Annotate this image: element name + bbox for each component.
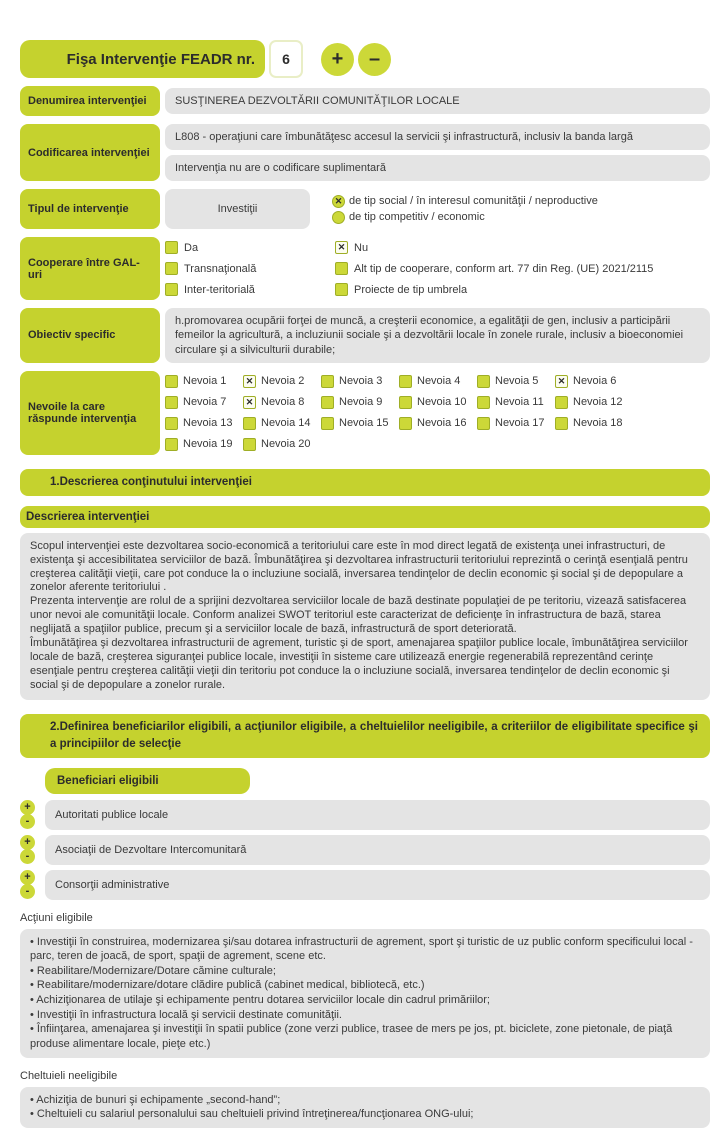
checkbox-icon[interactable] [399,396,412,409]
tipul-value-field[interactable]: Investiţii [165,189,310,229]
remove-intervention-button[interactable]: – [358,43,391,76]
checkbox-icon[interactable] [243,417,256,430]
row-tipul [20,189,710,229]
nevoia-option-label: Nevoia 12 [573,396,623,409]
form-title-bar [20,40,710,78]
cooperare-column-2 [335,237,710,300]
check-mark-icon: ✕ [337,242,346,252]
checkbox-icon[interactable] [477,375,490,388]
tipul-option-label: de tip competitiv / economic [349,211,485,223]
tipul-option-2 [332,211,598,224]
cooperare-checkbox-group [165,237,710,300]
beneficiari-list [20,800,710,900]
nevoia-option-label: Nevoia 11 [495,396,544,409]
nevoia-option-label: Nevoia 19 [183,438,233,451]
check-mark-icon: ✕ [245,396,254,407]
nevoia-option-label: Nevoia 6 [573,375,617,388]
nevoia-option-label: Nevoia 2 [261,375,305,388]
nevoi-checkbox-grid [165,371,710,455]
checkbox-icon[interactable] [477,396,490,409]
row-denumirea [20,86,710,116]
descrierea-subheader: Descrierea intervenţiei [20,506,710,528]
descrierea-text-field[interactable] [20,533,710,701]
checkbox-icon[interactable] [555,396,568,409]
beneficiar-row-controls [20,835,45,864]
check-mark-icon: ✕ [245,375,254,386]
add-row-button[interactable]: + [20,835,35,850]
checkbox-icon[interactable] [399,375,412,388]
cooperare-option-label: Inter-teritorială [184,283,255,296]
beneficiari-title: Beneficiari eligibili [45,768,250,794]
checkbox-icon[interactable] [321,396,334,409]
cooperare-option [165,237,335,258]
beneficiar-row-controls [20,870,45,899]
checkbox-icon[interactable] [243,438,256,451]
nevoia-option-label: Nevoia 16 [417,417,467,430]
nevoia-option [477,392,555,413]
checkbox-icon[interactable] [165,241,178,254]
checkbox-icon[interactable] [335,262,348,275]
nevoia-option-label: Nevoia 5 [495,375,539,388]
nevoia-option [555,371,633,392]
row-cooperare [20,237,710,300]
checkbox-icon[interactable] [555,417,568,430]
cooperare-column-1 [165,237,335,300]
remove-row-button[interactable]: - [20,849,35,864]
cooperare-option-label: Da [184,241,199,254]
nevoia-option [321,413,399,434]
nevoia-option [165,413,243,434]
nevoia-option [477,413,555,434]
checkbox-icon[interactable] [321,375,334,388]
denumirea-value-field[interactable]: SUSŢINEREA DEZVOLTĂRII COMUNITĂŢILOR LOCALE [165,88,710,114]
nevoia-option [243,371,321,392]
tipul-label: Tipul de intervenţie [20,189,160,229]
checkbox-icon[interactable] [477,417,490,430]
row-codificarea [20,124,710,181]
checkbox-icon[interactable] [335,241,348,254]
nevoia-option [165,434,243,455]
checkbox-icon[interactable] [165,375,178,388]
radio-icon[interactable] [332,195,345,208]
actiune-bullet: • Înfiinţarea, amenajarea şi investiţii în spatii publice (zone verzi publice, trasee de mers pe jos, pt. biciclete, zone pietonale, de piaţă produse alimentare locale, pieţe etc.) [30,1023,673,1050]
nevoia-option [321,371,399,392]
nevoia-option-label: Nevoia 20 [261,438,311,451]
tipul-option-label: de tip social / în interesul comunităţii / neproductive [349,195,598,207]
nevoi-label: Nevoile la care răspunde intervenţia [20,371,160,455]
cooperare-option [335,237,710,258]
actiuni-text-field[interactable] [20,929,710,1058]
add-row-button[interactable]: + [20,800,35,815]
checkbox-icon[interactable] [165,438,178,451]
check-mark-icon: ✕ [334,195,343,206]
actiune-bullet: • Investiţii în construirea, modernizarea şi/sau dotarea infrastructurii de agrement, sport şi turistic de uz public conform specificului local - parc, teren de joacă, de sport, spaţii de agrement, scene etc. [30,935,693,963]
obiectiv-value-field[interactable]: h.promovarea ocupării forţei de muncă, a creşterii economice, a egalităţii de gen, inclusiv a participării femeilor la agricultură, a incluziunii sociale şi a dezvoltării locale în zonele rurale, inclusiv a bioeconomiei circulare şi a silviculturii durabile; [165,308,710,363]
beneficiar-row [20,800,710,830]
cooperare-option [165,279,335,300]
actiune-bullet: • Reabilitare/modernizare/dotare clădire publică (cabinet medical, bibliotecă, etc.) [30,979,425,992]
actiuni-title: Acţiuni eligibile [20,911,93,924]
nevoia-option [399,371,477,392]
descrierea-paragraph: Îmbunătăţirea şi dezvoltarea infrastructurii de agrement, turistic şi de sport, amenajarea spaţiilor publice locale, îmbunătăţirea serviciilor locale de bază, creşterea siguranţei publice locale, investiţii în sisteme care utilizează energie regenerabilă reprezentând cerinţe esenţiale pentru creşterea calităţii vieţii din teritoriu pot conduce la o incluziune socială, inversarea tendinţelor de declin economic şi social şi de depopulare a zonelor rurale. [30,637,688,692]
section2-header: 2.Definirea beneficiarilor eligibili, a acţiunilor eligibile, a cheltuielilor neeligibile, a criteriilor de eligibilitate specifice şi a principiilor de selecţie [20,714,710,757]
nevoia-option [555,392,633,413]
nevoia-option [243,392,321,413]
checkbox-icon[interactable] [243,396,256,409]
codificarea-label: Codificarea intervenţiei [20,124,160,181]
nevoia-option [399,392,477,413]
cooperare-option-label: Transnaţională [184,262,257,275]
nevoia-option-label: Nevoia 3 [339,375,383,388]
cooperare-label: Cooperare între GAL-uri [20,237,160,300]
section1-header: 1.Descrierea conţinutului intervenţiei [20,469,710,496]
intervention-number-input[interactable]: 6 [269,40,303,78]
cooperare-option-label: Proiecte de tip umbrela [354,283,468,296]
nevoia-option-label: Nevoia 18 [573,417,623,430]
beneficiar-row-controls [20,800,45,829]
checkbox-icon[interactable] [165,262,178,275]
nevoia-option-label: Nevoia 9 [339,396,383,409]
actiune-bullet: • Achiziţionarea de utilaje şi echipamente pentru dotarea serviciilor locale din cadrul primăriilor; [30,994,490,1007]
radio-icon[interactable] [332,211,345,224]
codificarea-value-field-1[interactable]: L808 - operaţiuni care îmbunătăţesc accesul la servicii şi infrastructură, inclusiv la banda largă [165,124,710,150]
nevoia-option [165,392,243,413]
cooperare-option [165,258,335,279]
nevoia-option-label: Nevoia 14 [261,417,311,430]
checkbox-icon[interactable] [243,375,256,388]
beneficiar-value-field[interactable]: Consorţii administrative [45,870,710,900]
row-obiectiv [20,308,710,363]
codificarea-value-field-2[interactable]: Intervenţia nu are o codificare suplimentară [165,155,710,181]
nevoia-option [555,413,633,434]
checkbox-icon[interactable] [165,417,178,430]
nevoia-option [165,371,243,392]
nevoia-option [399,413,477,434]
nevoia-option [477,371,555,392]
checkbox-icon[interactable] [165,283,178,296]
cheltuiala-bullet: • Achiziţia de bunuri şi echipamente „second-hand”; [30,1093,281,1106]
cooperare-option-label: Alt tip de cooperare, conform art. 77 din Reg. (UE) 2021/2115 [354,262,654,275]
beneficiar-value-field[interactable]: Asociaţii de Dezvoltare Intercomunitară [45,835,710,865]
actiune-bullet: • Investiţii în infrastructura locală şi servicii destinate comunităţii. [30,1008,342,1021]
tipul-option-1 [332,195,598,208]
checkbox-icon[interactable] [335,283,348,296]
nevoia-option [321,392,399,413]
actiune-bullet: • Reabilitare/Modernizare/Dotare cămine culturale; [30,964,276,977]
nevoia-option-label: Nevoia 4 [417,375,461,388]
nevoia-option-label: Nevoia 15 [339,417,389,430]
beneficiar-value-field[interactable]: Autoritati publice locale [45,800,710,830]
beneficiar-row [20,835,710,865]
check-mark-icon: ✕ [557,375,566,386]
page-title: Fişa Intervenţie FEADR nr. [20,40,265,78]
remove-row-button[interactable]: - [20,814,35,829]
obiectiv-label: Obiectiv specific [20,308,160,363]
denumirea-label: Denumirea intervenţiei [20,86,160,116]
add-intervention-button[interactable]: + [321,43,354,76]
cheltuieli-title: Cheltuieli neeligibile [20,1069,118,1082]
nevoia-option [243,434,321,455]
cheltuieli-text-field[interactable] [20,1087,710,1128]
tipul-radio-group [332,189,598,229]
descrierea-paragraph: Scopul intervenţiei este dezvoltarea socio-economică a teritoriului care este în mod direct legată de existenţa unei infrastructuri, de existenţa şi accesibilitatea serviciilor de bază. Îmbunătăţirea şi dezvoltarea infrastructurii teritoriului reprezintă o cerinţă esenţială pentru creşterea calităţii vieţii, care pot conduce la o incluziune socială, inversarea tendinţelor de declin economic şi social şi de depopulare a zonelor aferente teritoriului . [30,539,688,594]
remove-row-button[interactable]: - [20,884,35,899]
nevoia-option-label: Nevoia 13 [183,417,233,430]
nevoia-option-label: Nevoia 10 [417,396,467,409]
descrierea-paragraph: Prezenta intervenţie are rolul de a sprijini dezvoltarea serviciilor locale de bază destinate populaţiei de pe teritoriu, vizează satisfacerea unor nevoi ale comunităţii locale. Conform analizei SWOT teritoriul este caracterizat de deficienţe în infrastructura de bază, starea neglijată a spaţiilor publice, precum şi a serviciilor locale de bază, infrastructură de sport deteriorată. [30,595,687,636]
cheltuiala-bullet: • Cheltuieli cu salariul personalului sau cheltuieli privind întreţinerea/funcţionarea ONG-ului; [30,1108,474,1121]
beneficiar-row [20,870,710,900]
row-nevoi [20,371,710,455]
nevoia-option-label: Nevoia 8 [261,396,305,409]
checkbox-icon[interactable] [165,396,178,409]
nevoia-option [243,413,321,434]
checkbox-icon[interactable] [321,417,334,430]
cooperare-option [335,258,710,279]
checkbox-icon[interactable] [399,417,412,430]
cooperare-option [335,279,710,300]
add-row-button[interactable]: + [20,870,35,885]
checkbox-icon[interactable] [555,375,568,388]
nevoia-option-label: Nevoia 7 [183,396,227,409]
cooperare-option-label: Nu [354,241,369,254]
nevoia-option-label: Nevoia 17 [495,417,545,430]
nevoia-option-label: Nevoia 1 [183,375,227,388]
